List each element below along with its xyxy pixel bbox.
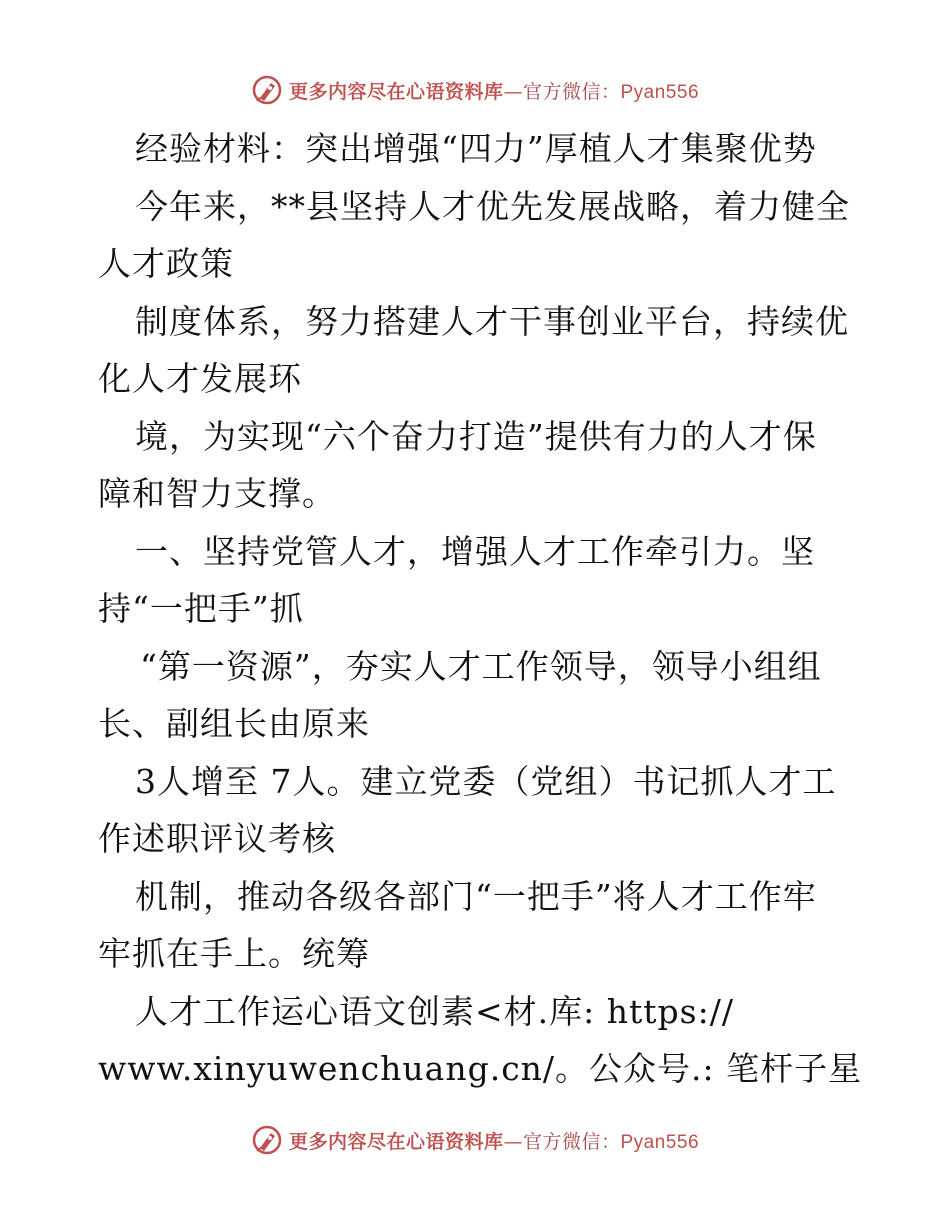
paragraph-line: 障和智力支撑。	[98, 474, 336, 513]
paragraph-line: 持“一把手”抓	[98, 589, 304, 628]
paragraph-line: 制度体系，努力搭建人才干事创业平台，持续优	[135, 301, 849, 341]
watermark-account: Pyan556	[620, 81, 700, 103]
paragraph-line: 牢抓在手上。统筹	[98, 934, 370, 973]
paragraph-line: 3人增至 7人。建立党委（党组）书记抓人才工	[135, 761, 837, 801]
watermark-wechat-label: 官方微信：	[522, 1130, 621, 1153]
pen-nib-logo-icon	[251, 74, 283, 106]
paragraph-line: 机制，推动各级各部门“一把手”将人才工作牢	[135, 876, 817, 916]
document-body	[98, 120, 863, 1098]
footer-watermark	[0, 1120, 950, 1160]
paragraph-line: 化人才发展环	[98, 359, 302, 398]
watermark-separator: —	[503, 80, 523, 103]
paragraph-line: 境，为实现“六个奋力打造”提供有力的人才保	[135, 416, 817, 456]
document-title: 经验材料：突出增强“四力”厚植人才集聚优势	[135, 129, 817, 168]
pen-nib-logo-icon	[251, 1124, 283, 1156]
paragraph-line: 今年来，**县坚持人才优先发展战略，着力健全	[135, 186, 850, 226]
watermark-account: Pyan556	[620, 1131, 700, 1153]
watermark-wechat-label: 官方微信：	[522, 80, 621, 103]
paragraph-line: 人才政策	[98, 244, 234, 283]
paragraph-line: “第一资源”，夯实人才工作领导，领导小组组	[140, 646, 822, 686]
paragraph-line: 作述职评议考核	[98, 819, 336, 858]
paragraph-line: 长、副组长由原来	[98, 704, 370, 743]
section-heading-line: 一、坚持党管人才，增强人才工作牵引力。坚	[135, 531, 815, 571]
watermark-library-name: 更多内容尽在心语资料库	[288, 1130, 504, 1153]
watermark-separator: —	[503, 1130, 523, 1153]
watermark-text	[289, 1127, 699, 1154]
watermark-text	[289, 77, 699, 104]
paragraph-line: www.xinyuwenchuang.cn/。公众号.: 笔杆子星	[98, 1049, 863, 1088]
watermark-library-name: 更多内容尽在心语资料库	[288, 80, 504, 103]
header-watermark	[0, 70, 950, 110]
paragraph-line: 人才工作运心语文创素<材.库: https://	[135, 991, 734, 1031]
